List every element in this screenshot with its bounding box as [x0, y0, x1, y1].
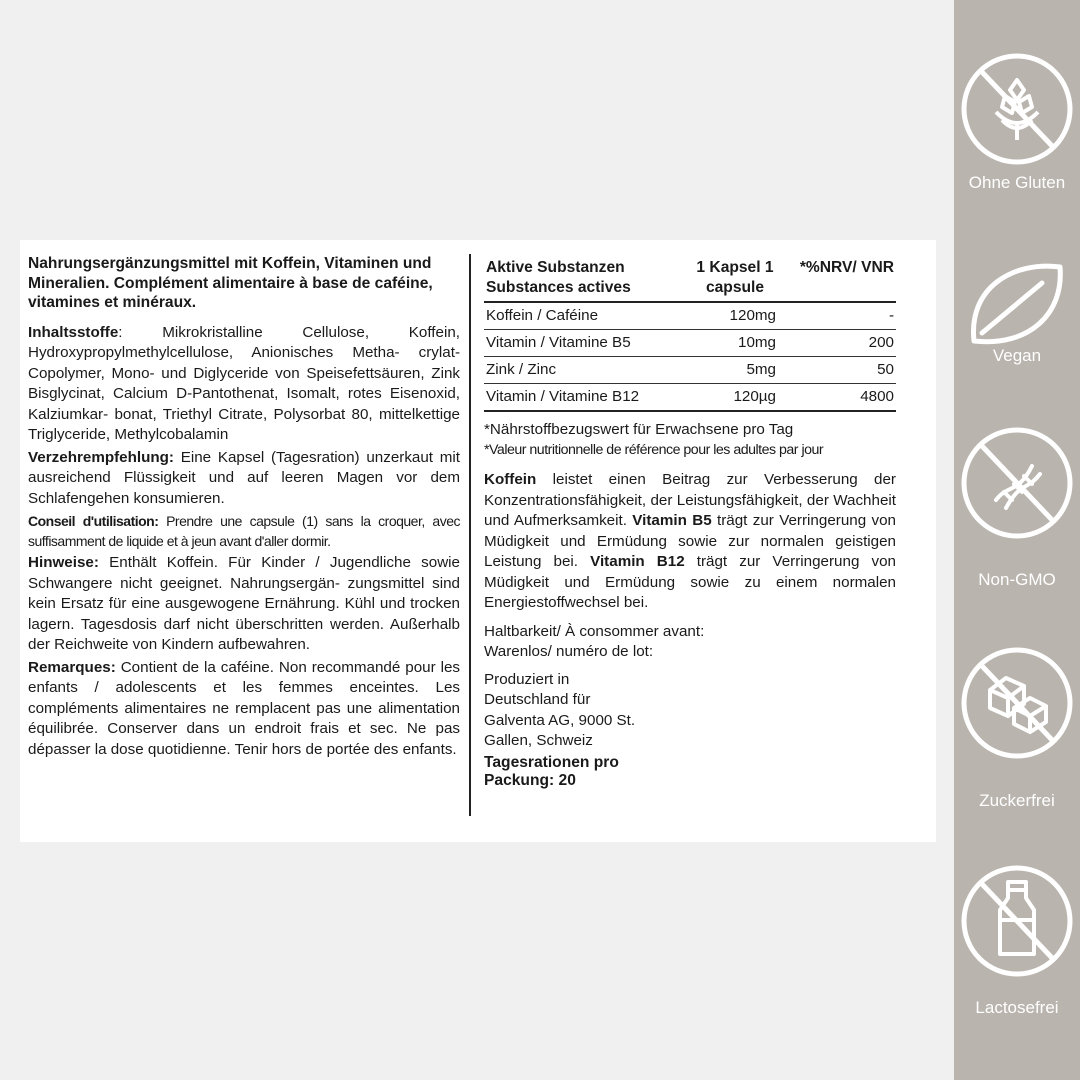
claim-text-1: leistet einen Beitrag zur Verbesserung der Konzentrationsfähigkeit, der Leistungsfähigkeit, der Wachheit und Aufmerksamkeit. — [484, 471, 896, 529]
row-substance: Zink / Zinc — [484, 357, 678, 384]
conseil-text: Prendre une capsule (1) sans la croquer, avec suffisamment de liquide et à jeun avant d'aller dormir. — [28, 513, 461, 549]
product-label — [20, 240, 936, 842]
claim-b5: Vitamin B5 — [632, 512, 712, 529]
milk-bottle-crossed-icon — [960, 864, 1074, 978]
hinweise-text: Enthält Koffein. Für Kinder / Jugendliche sowie Schwangere nicht geeignet. Nahrungsergän- zungsmittel sind kein Ersatz für eine ausgewogene Ernährung. Kühl und trocken lagern. Tagesdosis darf nicht überschritten werden. Außerhalb der Reichweite von Kindern aufbewahren. — [28, 554, 460, 653]
dna-crossed-icon — [960, 426, 1074, 540]
badge-label: Vegan — [992, 346, 1042, 365]
row-nrv: 4800 — [792, 384, 896, 412]
haltbarkeit-text: Haltbarkeit/ À consommer avant: — [484, 622, 705, 640]
remarques-label: Remarques: — [28, 658, 116, 676]
column-divider — [469, 254, 471, 816]
nrv-footnote — [484, 420, 896, 460]
row-substance: Koffein / Caféine — [484, 302, 678, 330]
batch-info — [484, 622, 896, 662]
nutrition-table — [484, 256, 896, 412]
table-row — [484, 330, 896, 357]
nutrition-table-header — [484, 256, 896, 302]
usage-label: Verzehrempfehlung: — [28, 448, 174, 466]
feature-sidebar — [954, 0, 1080, 1080]
warenlos-text: Warenlos/ numéro de lot: — [484, 642, 654, 660]
sugar-cubes-crossed-icon — [960, 646, 1074, 760]
usage-paragraph — [28, 448, 460, 510]
row-amount: 120µg — [678, 384, 792, 412]
label-right-column — [484, 256, 896, 790]
hinweise-paragraph — [28, 553, 460, 656]
table-row — [484, 357, 896, 384]
health-claims — [484, 470, 896, 614]
row-nrv: - — [792, 302, 896, 330]
label-headline: Nahrungsergänzungsmittel mit Koffein, Vitaminen und Mineralien. Complément alimentaire à base de caféine, vitamines et minéraux. — [28, 255, 433, 311]
usage-text: Eine Kapsel (Tagesration) unzerkaut mit ausreichend Flüssigkeit und auf leeren Magen vor dem Schlafengehen konsumieren. — [28, 448, 460, 507]
row-substance: Vitamin / Vitamine B5 — [484, 330, 678, 357]
claim-text-2: trägt zur Verringerung von Müdigkeit und Ermüdung sowie zur normalen geistigen Leistung bei. — [484, 512, 897, 570]
header-capsule: 1 Kapsel 1 capsule — [678, 256, 792, 302]
table-row — [484, 302, 896, 330]
row-amount: 10mg — [678, 330, 792, 357]
conseil-label: Conseil d'utilisation: — [28, 513, 159, 529]
claim-koffein: Koffein — [484, 471, 537, 488]
remarques-text: Contient de la caféine. Non recommandé pour les enfants / adolescents et les femmes enceintes. Les compléments alimentaires ne remplacent pas une alimentation équilibrée. Conserver dans un endroit frais et sec. Ne pas dépasser la dose quotidienne. Tenir hors de portée des enfants. — [28, 658, 460, 758]
ingredients-paragraph — [28, 323, 460, 446]
hinweise-label: Hinweise: — [28, 554, 99, 571]
claim-text-3: trägt zur Verringerung von Müdigkeit und Ermüdung sowie zu einem normalen Energiestoffwechsel bei. — [484, 553, 896, 611]
conseil-paragraph — [28, 511, 460, 551]
wheat-crossed-icon — [960, 52, 1074, 166]
remarques-paragraph — [28, 658, 460, 761]
footnote-de: *Nährstoffbezugswert für Erwachsene pro Tag — [484, 421, 794, 438]
badge-label: Non-GMO — [978, 570, 1056, 589]
badge-label: Ohne Gluten — [968, 173, 1066, 192]
ingredients-text: : Mikrokristalline Cellulose, Koffein, Hydroxypropylmethylcellulose, Anionisches Metha- crylat-Copolymer, Mono- und Diglyceride von Speisefettsäuren, Zink Bisglycinat, Calcium D-Pantothenat, Isomalt, rotes Eisenoxid, Kalziumkar- bonat, Triethyl Citrate, Polysorbat 80, mittelkettige Triglyceride, Methylcobalamin — [28, 323, 460, 443]
claim-b12: Vitamin B12 — [590, 553, 685, 570]
row-amount: 5mg — [678, 357, 792, 384]
daily-rations: Tagesrationen pro Packung: 20 — [484, 753, 619, 789]
row-nrv: 50 — [792, 357, 896, 384]
row-nrv: 200 — [792, 330, 896, 357]
producer-info: Produziert in Deutschland für Galventa AG, 9000 St. Gallen, Schweiz — [484, 670, 636, 749]
badge-label: Zuckerfrei — [979, 791, 1055, 810]
label-left-column — [28, 254, 460, 762]
header-nrv: *%NRV/ VNR — [792, 256, 896, 302]
table-row — [484, 384, 896, 412]
badge-label: Lactosefrei — [975, 998, 1059, 1017]
row-substance: Vitamin / Vitamine B12 — [484, 384, 678, 412]
footnote-fr: *Valeur nutritionnelle de référence pour les adultes par jour — [484, 442, 824, 458]
ingredients-label: Inhaltsstoffe — [28, 323, 119, 341]
row-amount: 120mg — [678, 302, 792, 330]
header-substance: Aktive Substanzen Substances actives — [484, 256, 678, 302]
